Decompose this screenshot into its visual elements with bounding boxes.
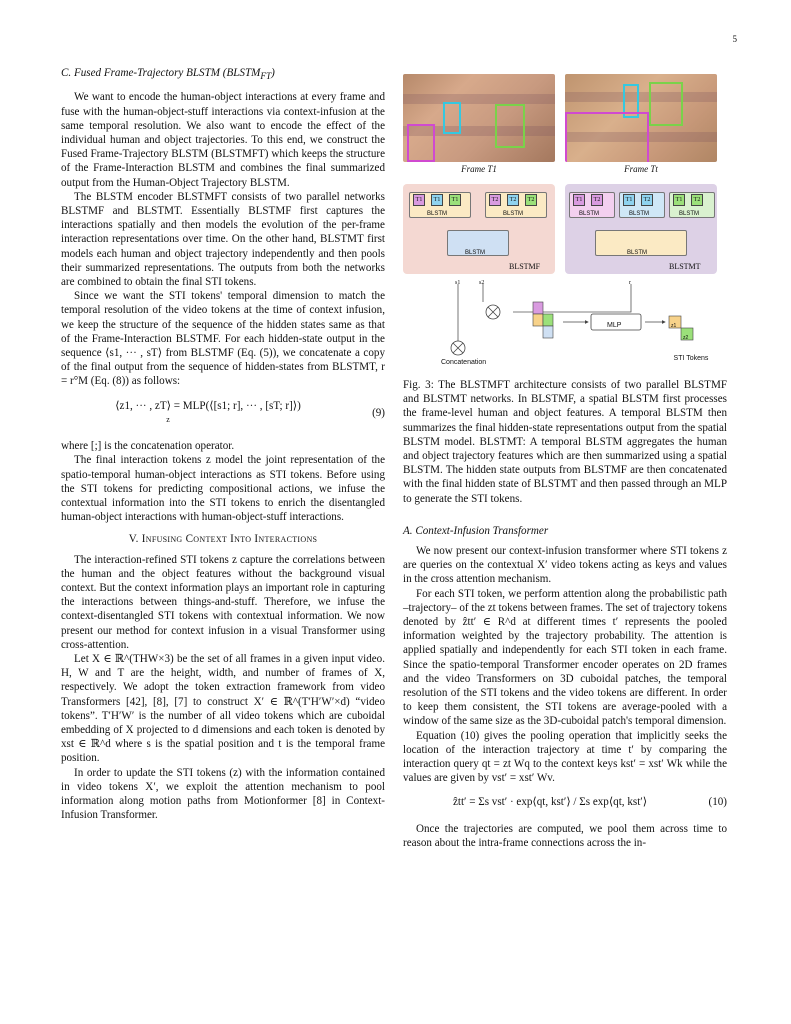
equation-10-number: (10)	[708, 796, 727, 809]
object-bbox	[495, 104, 525, 148]
token-object: T1	[449, 194, 461, 206]
frame-1-caption: Frame T1	[461, 164, 497, 174]
blstm-f-panel	[403, 184, 555, 274]
equation-9	[61, 399, 385, 427]
left-column	[61, 66, 385, 822]
blstm-t-panel	[565, 184, 717, 274]
paragraph: We want to encode the human-object interactions at every frame and fuse with the human-object-stuff interactions via context-infusion at the same temporal resolution. We also want to encode the effect of the individual human and object trajectories. To this end, we construct the Fused Frame-Trajectory BLSTM (BLSTMFT) which keeps the structure of the Frame-Interaction BLSTM and combines the final summarized output from the Human-Object Trajectory BLSTM.	[61, 91, 385, 189]
token-human: T2	[591, 194, 603, 206]
figure-3-caption: Fig. 3: The BLSTMFT architecture consists of two parallel BLSTMF and BLSTMT networks. In BLSTMF, a spatial BLSTM first processes the frame-level human and object features. A temporal BLSTM then summarizes the final hidden-state representations output from the spatial BLSTM model. BLSTMT: A temporal BLSTM aggregates the human and object trajectory features which are then summarized using a spatial BLSTM. The hidden state outputs from BLSTMF are then concatenated with the final hidden state of BLSTMT and then passed through an MLP to generate the STI tokens.	[403, 379, 727, 505]
object-bbox	[649, 82, 683, 126]
blstm-label: BLSTM	[629, 211, 650, 217]
blstm-label: BLSTM	[465, 250, 486, 256]
section-c-title-text: C. Fused Frame-Trajectory BLSTM (BLSTM	[61, 67, 261, 79]
frame-2-image	[565, 74, 717, 162]
token-human: T1	[413, 194, 425, 206]
frame-2-caption: Frame Tt	[624, 164, 658, 174]
paragraph: Since we want the STI tokens' temporal dimension to match the temporal resolution of the video tokens at the time of context infusion, we keep the structure of the sequence of the hidden states same as that of the Frame-Interaction BLSTMF. For each hidden-state output in the sequence ⟨s1, ··· , sT⟩ from BLSTMF (Eq. (5)), we concatenate a copy of the final output from the sequence of hidden-states from BLSTMT, r = r°M (Eq. (8)) as follows:	[61, 290, 385, 388]
z1-label: z1	[671, 323, 677, 329]
token-human: T2	[489, 194, 501, 206]
blstm-t-label: BLSTMT	[669, 262, 701, 271]
token-object: T1	[673, 194, 685, 206]
blstm-label: BLSTM	[679, 211, 700, 217]
r-label: r	[629, 280, 631, 286]
token-object: T1	[431, 194, 443, 206]
equation-10	[403, 795, 727, 809]
figure-3	[403, 58, 727, 374]
paragraph: We now present our context-infusion transformer where STI tokens z are queries on the contextual X′ video tokens acting as keys and values in the cross attention mechanism.	[403, 545, 727, 586]
mlp-label: MLP	[607, 322, 622, 329]
section-c-title-sub: FT	[260, 72, 272, 83]
blstm-label: BLSTM	[579, 211, 600, 217]
blstm-label: BLSTM	[427, 211, 448, 217]
frame-1-image	[403, 74, 555, 162]
token-human: T1	[573, 194, 585, 206]
sti-tokens-label: STI Tokens	[673, 355, 709, 362]
section-v-title: V. Infusing Context Into Interactions	[128, 533, 318, 546]
page-number: 5	[732, 34, 737, 44]
s1-label: s1	[455, 280, 461, 286]
paragraph: where [;] is the concatenation operator.	[61, 440, 235, 453]
paragraph: Once the trajectories are computed, we pool them across time to reason about the intra-frame connections across the in-	[403, 822, 727, 849]
token-object: T2	[525, 194, 537, 206]
paragraph: For each STI token, we perform attention along the probabilistic path –trajectory– of the zt tokens between frames. The set of trajectory tokens denoted by ẑtt′ ∈ R^d at different times t′ represents the pooled information weighted by the trajectory probability. The attention is applied spatially and independently for each STI token in each frame. Since the spatio-temporal Transformer encoder operates on 2D frames and the video Transformers on 3D cuboidal patches, the temporal resolution of the STI tokens and the video tokens are different. In order to keep them consistent, the STI tokens are average-pooled with a window of the same size as the 3D-cuboidal patch's temporal dimension.	[403, 587, 727, 728]
equation-9-number: (9)	[372, 406, 385, 419]
human-bbox	[407, 124, 435, 162]
blstm-f-label: BLSTMF	[509, 262, 541, 271]
equation-9-underbrace: z	[166, 414, 170, 424]
object-bbox	[443, 102, 461, 134]
token-object: T2	[641, 194, 653, 206]
paragraph: Let X ∈ ℝ^(THW×3) be the set of all frames in a given input video. H, W and T are the height, width, and number of frames of X, respectively. We adopt the token extraction framework from video Transformers [42], [8], [7] to construct X′ ∈ ℝ^(T′H′W′×d) “video tokens”. T′H′W′ is the number of all video tokens which are cuboidal embedding of X projected to d dimensions and each token is denoted by xst ∈ ℝ^d where s is the spatial position and t is the temporal frame position.	[61, 652, 385, 765]
paragraph: The final interaction tokens z model the joint representation of the spatio-temporal human-object interactions as STI tokens. Before using the STI tokens for predicting compositional actions, we infuse the contextual information into the STI tokens to enrich the disentangled human-object interactions with human-object-stuff interactions.	[61, 454, 385, 524]
concatenation-label: Concatenation	[441, 359, 487, 366]
token-object: T2	[507, 194, 519, 206]
token-object: T2	[691, 194, 703, 206]
equation-10-body: ẑtt′ = Σs vst′ · exp⟨qt, kst′⟩ / Σs exp⟨qt, kst′⟩	[452, 796, 648, 809]
blstm-label: BLSTM	[627, 250, 648, 256]
token-object: T1	[623, 194, 635, 206]
paragraph: The interaction-refined STI tokens z capture the correlations between the human and the object features without the background visual context. But the context information plays an important role in capturing the interactions between things-and-stuff. Therefore, we infuse the context-disentangled STI tokens with contextual information. We now present our method for context infusion in a visual Transformer using cross-attention.	[61, 553, 385, 651]
paragraph: In order to update the STI tokens (z) with the information contained in video tokens X′, we exploit the attention mechanism to pool information along motion paths from Motionformer [8] in Context-Infusion Transformer.	[61, 766, 385, 822]
right-column	[403, 58, 727, 850]
paragraph: The BLSTM encoder BLSTMFT consists of two parallel networks BLSTMF and BLSTMT. Essentially BLSTMF first captures the interactions spatially and then models the evolution of the per-frame interaction representations over time. On the other hand, BLSTMT first models each human and object trajectory independently and then pools their summarized representations. The outputs from both the networks are combined to obtain the final STI tokens.	[61, 190, 385, 289]
blstm-label: BLSTM	[503, 211, 524, 217]
human-bbox	[565, 112, 649, 162]
z2-label: z2	[683, 335, 689, 341]
section-a-title: A. Context-Infusion Transformer	[403, 524, 549, 537]
paragraph: Equation (10) gives the pooling operation that implicitly seeks the location of the interaction trajectory at time t′ by comparing the interaction query qt = zt Wq to the context keys kst′ = xst′ Wk while the values are given by vst′ = xst′ Wv.	[403, 729, 727, 785]
section-c-title: C. Fused Frame-Trajectory BLSTM $(BLSTM_{FT})$	[61, 67, 275, 83]
equation-9-body: ⟨z1, ··· , zT⟩ = MLP(⟨[s1; r], ··· , [sT; r]⟩)	[115, 399, 301, 412]
s2-label: s2	[479, 280, 485, 286]
